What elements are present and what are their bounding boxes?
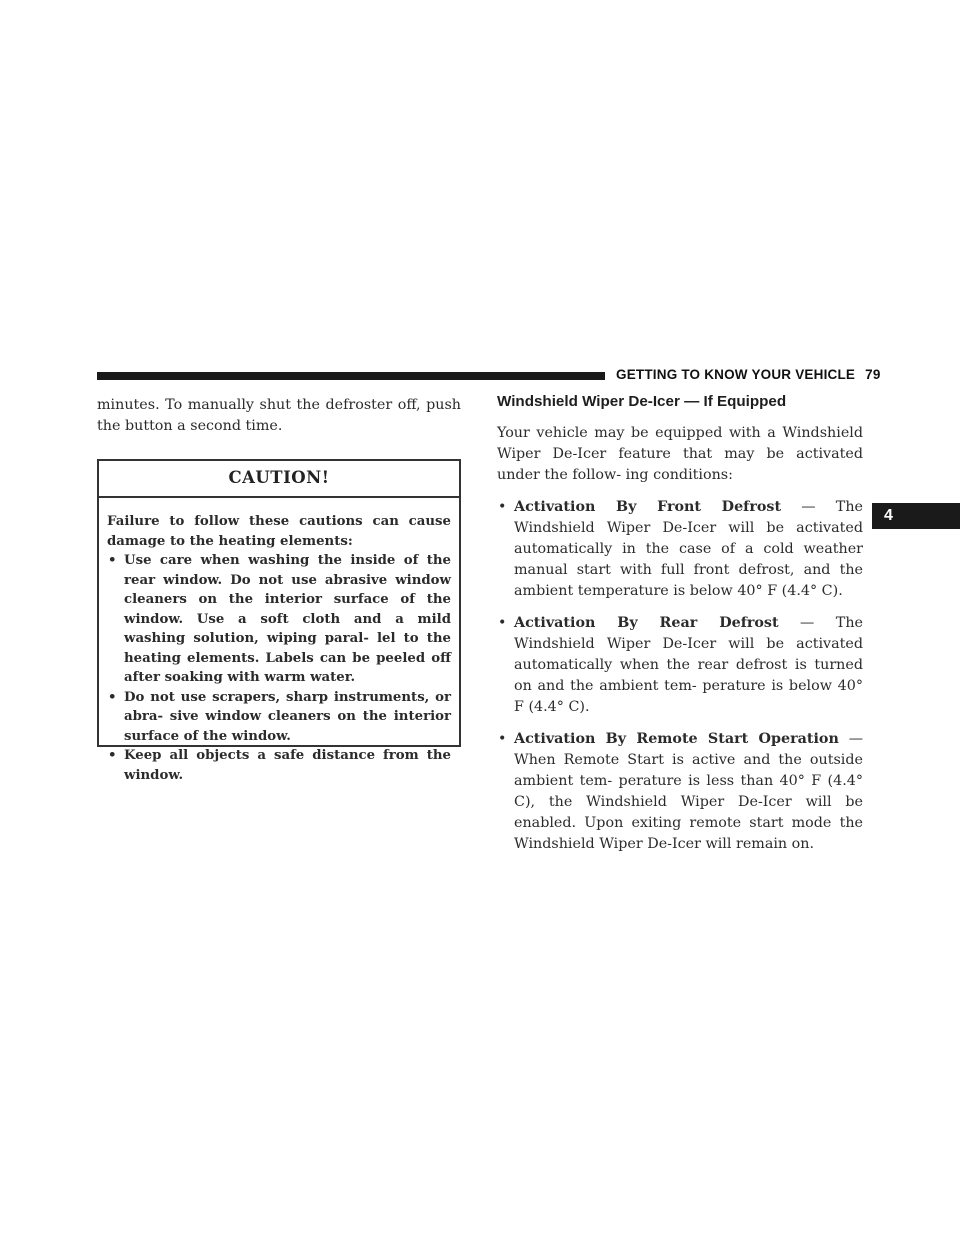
caution-intro: Failure to follow these cautions can cause damage to the heating elements: (107, 514, 451, 549)
activation-list (497, 497, 863, 855)
activation-lead: Activation By Front Defrost (514, 499, 782, 515)
activation-item (497, 613, 863, 718)
chapter-tab: 4 (872, 503, 960, 529)
left-column (97, 395, 461, 783)
caution-item: • Do not use scrapers, sharp instruments, or abra- sive window cleaners on the interior surface of the window. (107, 688, 451, 747)
activation-lead: Activation By Remote Start Operation (514, 731, 839, 747)
continued-paragraph: minutes. To manually shut the defroster off, push the button a second time. (97, 397, 461, 434)
activation-item (497, 497, 863, 602)
caution-list (107, 551, 451, 785)
activation-text: — When Remote Start is active and the outside ambient tem- perature is less than 40° F (4.4° C), the Windshield Wiper De-Icer will be enabled. Upon exiting remote start mode the Windshield Wiper De-Icer will remain on. (514, 731, 864, 852)
activation-item (497, 729, 863, 855)
page-number: 79 (865, 367, 881, 382)
section-intro: Your vehicle may be equipped with a Windshield Wiper De-Icer feature that may be activated under the follow- ing conditions: (497, 425, 863, 483)
activation-lead: Activation By Rear Defrost (514, 615, 779, 631)
caution-box (97, 459, 461, 783)
header-rule (97, 372, 605, 380)
activation-text: — The Windshield Wiper De-Icer will be activated automatically in the case of a cold weather manual start with full front defrost, and the ambient temperature is below 40° F (4.4° C). (514, 499, 864, 599)
chapter-title: GETTING TO KNOW YOUR VEHICLE (616, 367, 856, 382)
running-header (616, 367, 881, 382)
caution-title: CAUTION! (99, 461, 459, 498)
caution-body (99, 498, 459, 785)
caution-item: • Keep all objects a safe distance from the window. (107, 746, 451, 785)
activation-text: — The Windshield Wiper De-Icer will be activated automatically when the rear defrost is turned on and the ambient tem- perature is below 40° F (4.4° C). (514, 615, 863, 715)
right-column (497, 393, 863, 866)
section-title: Windshield Wiper De-Icer — If Equipped (497, 393, 787, 410)
caution-item: • Use care when washing the inside of the rear window. Do not use abrasive window cleaners on the interior surface of the window. Use a soft cloth and a mild washing solution, wiping paral- lel to the heating elements. Labels can be peeled off after soaking with warm water. (107, 551, 451, 688)
